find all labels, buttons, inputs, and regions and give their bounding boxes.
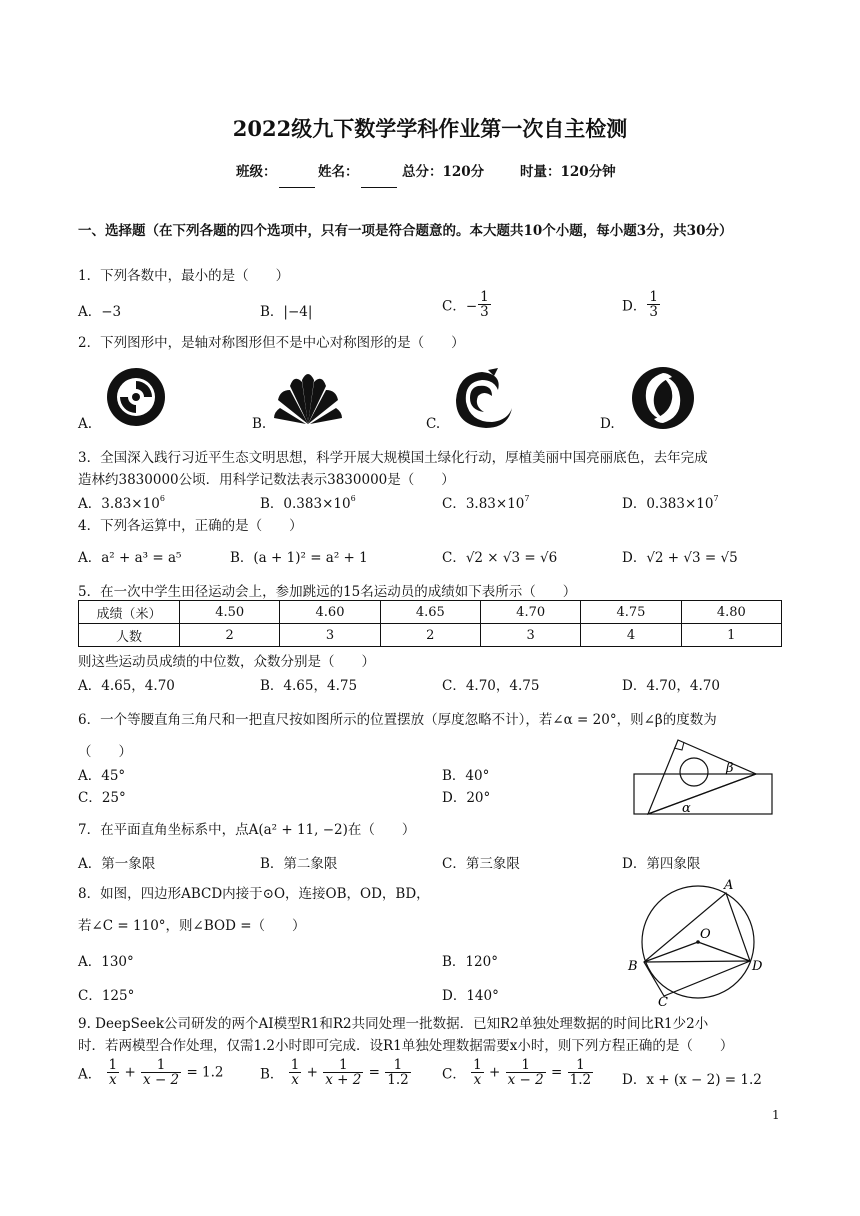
center-o-label: O [700, 927, 711, 942]
q3-line2: 造林约3830000公顷．用科学记数法表示3830000是（ ） [78, 472, 455, 488]
q2-figure-d [630, 365, 696, 431]
table-cell: 4.60 [280, 601, 380, 624]
page-number: 1 [772, 1108, 780, 1122]
point-c-label: C [658, 995, 668, 1010]
fraction: $\frac{1}{x}$ [473, 1057, 482, 1088]
q5-option-a[interactable]: A．4.65，4.70 [78, 678, 175, 694]
table-cell: 1 [681, 624, 781, 647]
q9-option-c[interactable]: C． $\frac{1}{x}$ + $\frac{1}{x - 2}$ = $\frac{1}{1.2}$ [442, 1057, 592, 1088]
q9-option-b[interactable]: B． $\frac{1}{x}$ + $\frac{1}{x + 2}$ = $\frac{1}{1.2}$ [260, 1057, 409, 1088]
q9-line1: 9. DeepSeek公司研发的两个AI模型R1和R2共同处理一批数据．已知R2单独处理数据的时间比R1少2小 [78, 1016, 709, 1032]
q2-figure-a [104, 365, 168, 429]
table-cell: 4.65 [380, 601, 480, 624]
class-label: 班级： [236, 160, 317, 188]
q2-stem: 2．下列图形中，是轴对称图形但不是中心对称图形的是（ ） [78, 335, 465, 351]
q4-option-a[interactable]: A．a² + a³ = a⁵ [78, 550, 182, 566]
name-label: 姓名： [318, 160, 399, 188]
q5-stem: 5．在一次中学生田径运动会上，参加跳远的15名运动员的成绩如下表所示（ ） [78, 584, 577, 600]
q4-option-d[interactable]: D．√2 + √3 = √5 [622, 550, 738, 566]
q8-option-b[interactable]: B．120° [442, 954, 498, 970]
q2-option-b[interactable]: B. [252, 416, 267, 432]
class-blank[interactable] [279, 175, 315, 188]
q7-option-b[interactable]: B．第二象限 [260, 856, 338, 872]
total-score: 总分：120分 [402, 164, 485, 180]
table-cell: 人数 [79, 624, 180, 647]
fraction: $\frac{1}{1.2}$ [387, 1057, 409, 1088]
q8-line1: 8．如图，四边形ABCD内接于⊙O，连接OB，OD，BD， [78, 886, 430, 902]
table-cell: 4.70 [480, 601, 580, 624]
table-cell: 4 [581, 624, 681, 647]
q1-option-b[interactable]: B．|−4| [260, 304, 313, 320]
fraction: $\frac{1}{x - 2}$ [143, 1057, 180, 1088]
fraction: $\frac{1}{x}$ [108, 1057, 118, 1088]
q9-line2: 时．若两模型合作处理，仅需1.2小时即可完成．设R1单独处理数据需要x小时，则下列方程正确的是（ ） [78, 1038, 734, 1054]
q7-stem: 7．在平面直角坐标系中，点A(a² + 11, −2)在（ ） [78, 822, 416, 838]
table-row [79, 601, 782, 624]
q1-option-a[interactable]: A．−3 [78, 304, 122, 320]
table-cell: 4.75 [581, 601, 681, 624]
q3-line1: 3．全国深入践行习近平生态文明思想，科学开展大规模国土绿化行动，厚植美丽中国亮丽底色，去年完成 [78, 450, 708, 466]
table-cell: 2 [180, 624, 280, 647]
section-heading: 一、选择题（在下列各题的四个选项中，只有一项是符合题意的。本大题共10个小题，每小题3分，共30分） [78, 223, 733, 239]
q2-option-c[interactable]: C. [426, 416, 441, 432]
q6-line2: （ ） [78, 744, 132, 760]
q4-option-c[interactable]: C．√2 × √3 = √6 [442, 550, 558, 566]
q1-option-d[interactable]: D． $\frac{1}{3}$ [622, 289, 658, 320]
table-cell: 3 [280, 624, 380, 647]
fraction: $\frac{1}{3}$ [480, 289, 489, 320]
q5-followup: 则这些运动员成绩的中位数，众数分别是（ ） [78, 654, 375, 670]
q3-option-d[interactable]: D．$0.383\times 10^7$ [622, 494, 719, 512]
beta-label: β [726, 761, 734, 776]
fraction: $\frac{1}{x + 2}$ [325, 1057, 362, 1088]
q8-option-d[interactable]: D．140° [442, 988, 499, 1004]
q1-option-c[interactable]: C．− $\frac{1}{3}$ [442, 289, 489, 320]
q3-option-c[interactable]: C．$3.83\times 10^7$ [442, 494, 530, 512]
q6-option-b[interactable]: B．40° [442, 768, 490, 784]
q8-option-c[interactable]: C．125° [78, 988, 135, 1004]
q6-option-c[interactable]: C．25° [78, 790, 126, 806]
q6-option-a[interactable]: A．45° [78, 768, 126, 784]
q4-stem: 4．下列各运算中，正确的是（ ） [78, 518, 303, 534]
point-b-label: B [628, 959, 638, 974]
table-cell: 3 [480, 624, 580, 647]
fraction: $\frac{1}{3}$ [649, 289, 658, 320]
q5-option-b[interactable]: B．4.65，4.75 [260, 678, 358, 694]
q3-option-b[interactable]: B．$0.383\times 10^6$ [260, 494, 356, 512]
fraction: $\frac{1}{x}$ [290, 1057, 300, 1088]
q9-option-a[interactable]: A． $\frac{1}{x}$ + $\frac{1}{x - 2}$ = 1.2 [78, 1057, 224, 1088]
point-d-label: D [752, 959, 763, 974]
fraction: $\frac{1}{x - 2}$ [507, 1057, 544, 1088]
q6-line1: 6．一个等腰直角三角尺和一把直尺按如图所示的位置摆放（厚度忽略不计），若∠α = 20°，则∠β的度数为 [78, 712, 717, 728]
table-cell: 4.50 [180, 601, 280, 624]
point-a-label: A [724, 878, 734, 893]
q8-line2: 若∠C = 110°，则∠BOD =（ ） [78, 918, 306, 934]
name-blank[interactable] [361, 175, 397, 188]
q2-figure-b [272, 366, 344, 428]
q2-figure-c [452, 366, 514, 430]
fraction: $\frac{1}{1.2}$ [569, 1057, 592, 1088]
q7-option-a[interactable]: A．第一象限 [78, 856, 156, 872]
q1-stem: 1．下列各数中，最小的是（ ） [78, 268, 290, 284]
q7-option-d[interactable]: D．第四象限 [622, 856, 701, 872]
q6-option-d[interactable]: D．20° [442, 790, 491, 806]
q4-option-b[interactable]: B．(a + 1)² = a² + 1 [230, 550, 368, 566]
table-cell: 2 [380, 624, 480, 647]
time-limit: 时量：120分钟 [520, 164, 616, 180]
page-title: 2022级九下数学学科作业第一次自主检测 [232, 116, 628, 141]
q6-ruler-triangle-figure [630, 736, 776, 820]
q5-option-c[interactable]: C．4.70，4.75 [442, 678, 540, 694]
table-row [79, 624, 782, 647]
table-cell: 4.80 [681, 601, 781, 624]
q7-option-c[interactable]: C．第三象限 [442, 856, 520, 872]
q8-circle-figure [624, 876, 774, 1010]
q2-option-d[interactable]: D. [600, 416, 615, 432]
q5-option-d[interactable]: D．4.70，4.70 [622, 678, 720, 694]
alpha-label: α [682, 801, 691, 816]
q2-option-a[interactable]: A. [78, 416, 93, 432]
q9-option-d[interactable]: D．x + (x − 2) = 1.2 [622, 1072, 762, 1088]
q8-option-a[interactable]: A．130° [78, 954, 134, 970]
q3-option-a[interactable]: A．$3.83\times 10^6$ [78, 494, 165, 512]
table-cell: 成绩（米） [79, 601, 180, 624]
q5-score-table [78, 600, 782, 647]
